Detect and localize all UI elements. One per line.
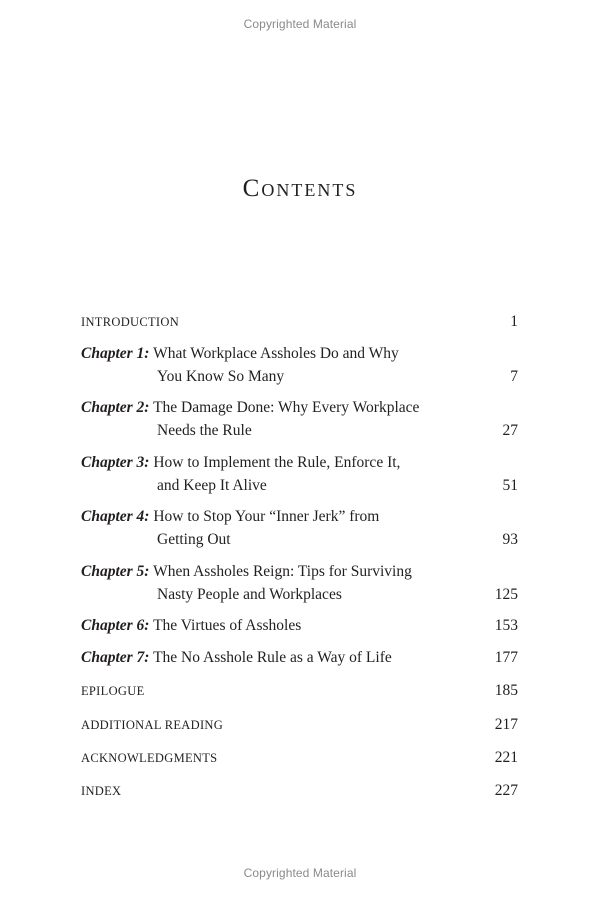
chapter-title-line1: When Assholes Reign: Tips for Surviving [153, 563, 412, 580]
chapter-title-line2: and Keep It Alive [157, 477, 267, 494]
toc-entry-label: INTRODUCTION [81, 315, 180, 329]
toc-entry-label: ACKNOWLEDGMENTS [81, 751, 218, 765]
copyright-watermark-bottom: Copyrighted Material [243, 866, 357, 880]
toc-entry-index[interactable] [81, 781, 518, 801]
toc-page-number: 177 [494, 649, 518, 666]
toc-entry-acknowledgments[interactable] [81, 748, 518, 768]
toc-page-number: 93 [502, 531, 518, 548]
chapter-label: Chapter 6: [81, 617, 150, 634]
toc-page-number: 125 [494, 586, 518, 603]
chapter-title-line2: Getting Out [157, 531, 231, 548]
toc-page-number: 27 [502, 422, 518, 439]
toc-entry-chapter-1[interactable] [81, 342, 518, 388]
chapter-label: Chapter 5: [81, 563, 150, 580]
toc-page-number: 153 [494, 617, 518, 634]
toc-entry-epilogue[interactable] [81, 681, 518, 701]
toc-entry-chapter-7[interactable] [81, 646, 518, 669]
toc-page-number: 185 [494, 682, 518, 699]
chapter-label: Chapter 3: [81, 454, 150, 471]
toc-page-number: 227 [494, 782, 518, 799]
chapter-label: Chapter 1: [81, 345, 150, 362]
toc-page-number: 221 [494, 749, 518, 766]
toc-entry-label: EPILOGUE [81, 684, 145, 698]
toc-entry-additional-reading[interactable] [81, 715, 518, 735]
toc-entry-introduction[interactable] [81, 312, 518, 332]
page-title: Contents [242, 175, 358, 202]
toc-entry-chapter-2[interactable] [81, 396, 518, 442]
toc-page-number: 51 [502, 477, 518, 494]
chapter-label: Chapter 2: [81, 399, 150, 416]
chapter-title-line1: How to Implement the Rule, Enforce It, [153, 454, 401, 471]
chapter-title-line1: How to Stop Your “Inner Jerk” from [153, 508, 380, 525]
toc-page-number: 217 [494, 716, 518, 733]
toc-entry-chapter-3[interactable] [81, 451, 518, 497]
chapter-title-line2: Nasty People and Workplaces [157, 586, 342, 603]
toc-page-number: 1 [510, 313, 518, 330]
chapter-title-line2: You Know So Many [157, 368, 285, 385]
toc-entry-chapter-5[interactable] [81, 560, 518, 606]
chapter-label: Chapter 4: [81, 508, 150, 525]
toc-entry-label: ADDITIONAL READING [81, 718, 224, 732]
copyright-watermark-top: Copyrighted Material [243, 17, 357, 31]
toc-entry-chapter-4[interactable] [81, 505, 518, 551]
chapter-title-line1: The No Asshole Rule as a Way of Life [153, 649, 392, 666]
toc-entry-label: INDEX [81, 784, 122, 798]
chapter-title-line1: The Damage Done: Why Every Workplace [153, 399, 420, 416]
chapter-title-line1: What Workplace Assholes Do and Why [153, 345, 399, 362]
chapter-title-line1: The Virtues of Assholes [153, 617, 302, 634]
chapter-label: Chapter 7: [81, 649, 150, 666]
toc-entry-chapter-6[interactable] [81, 614, 518, 637]
toc-page-number: 7 [510, 368, 518, 385]
chapter-title-line2: Needs the Rule [157, 422, 252, 439]
